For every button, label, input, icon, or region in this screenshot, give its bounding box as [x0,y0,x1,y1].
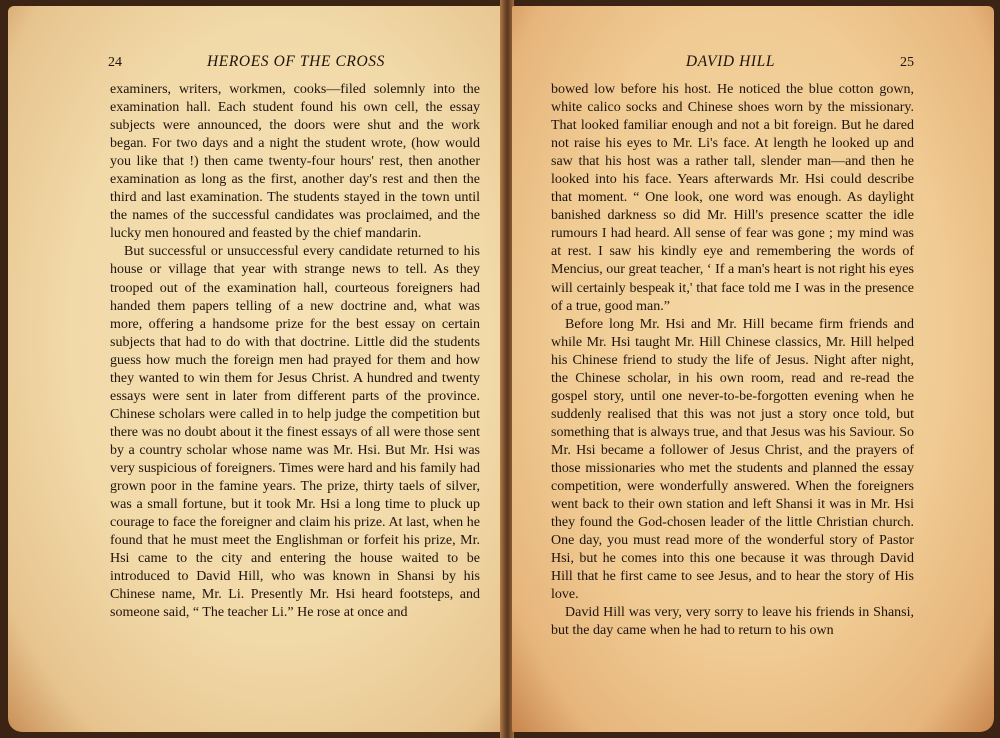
left-page [8,6,502,732]
right-page-body [551,81,914,640]
left-paragraph-1: examiners, writers, workmen, cooks—filed solemnly into the examination hall. Each student found his own cell, the essay subjects were announced, the doors were shut and the work began. For two days and a night the student wrote, (how would you like that !) then came twenty-four hours' rest, then another examination as long as the first, another day's rest and then the third and last examination. The students stayed in the town until the names of the successful candidates was proclaimed, and the lucky men honoured and feasted by the chief mandarin. [110,82,480,242]
right-paragraph-2: Before long Mr. Hsi and Mr. Hill became firm friends and while Mr. Hsi taught Mr. Hill Chinese classics, Mr. Hill helped his Chinese friend to study the life of Jesus. Night after night, the Chinese scholar, in his own room, read and re-read the gospel story, until one never-to-be-forgotten evening when he suddenly realised that this was not just a story once told, but something that is always true, and that Jesus was his Saviour. So Mr. Hsi became a follower of Jesus Christ, and the prayers of those missionaries who met the students and planned the essay competition, were wonderfully answered. When the foreigners went back to their own station and left Shansi it was in Mr. Hsi they found the God-chosen leader of the little Christian church. One day, you must read more of the wonderful story of Pastor Hsi, but he comes into this one because it was through David Hill that he first came to see Jesus, and to hear the story of His love. [551,316,914,603]
right-page-number: 25 [900,55,914,70]
left-page-body [110,81,480,622]
left-paragraph-2: But successful or unsuccessful every candidate returned to his house or village that year with strange news to tell. As they trooped out of the examination hall, courteous foreigners had handed them papers telling of a new doctrine and, what was more, offering a handsome prize for the best essay on certain subjects that had to do with that doctrine. Little did the students guess how much the foreign men had prayed for them and how they wanted to win them for Jesus Christ. A hundred and twenty essays were sent in later from different parts of the province. Chinese scholars were called in to help judge the competition but there was no doubt about it the finest essays of all were those sent by a country scholar whose name was Mr. Hsi. But Mr. Hsi was very suspicious of foreigners. Times were hard and his family had grown poor in the famine years. The prize, thirty taels of silver, was a small fortune, but it took Mr. Hsi a long time to pluck up courage to face the foreigner and claim his prize. At last, when he found that he must meet the Englishman or forfeit his prize, Mr. Hsi came to the city and entering the house waited to be introduced to David Hill, who was known in Shansi by his Chinese name, Mr. Li. Presently Mr. Hsi heard footsteps, and someone said, “ The teacher Li.” He rose at once and [110,244,480,621]
right-paragraph-3: David Hill was very, very sorry to leave his friends in Shansi, but the day came when he had to return to his own [551,605,914,639]
left-page-header [108,53,480,75]
right-paragraph-1: bowed low before his host. He noticed the blue cotton gown, white calico socks and Chinese shoes worn by the missionary. That looked familiar enough and not a bit foreign. But he dared not raise his eyes to Mr. Li's face. At length he looked up and saw that his host was a rather tall, slender man—and then he looked into his face. Years afterwards Mr. Hsi could describe that moment. “ One look, one word was enough. As daylight banished darkness so did Mr. Hill's presence scatter the idle rumours I had heard. All sense of fear was gone ; my mind was at rest. I saw his kindly eye and remembering the words of Mencius, our great teacher, ‘ If a man's heart is not right his eyes will certainly bespeak it,' that face told me I was in the presence of a true, good man.” [551,82,914,314]
right-page-header [551,53,914,75]
right-running-head: DAVID HILL [685,53,776,70]
left-page-number: 24 [108,55,122,70]
right-page [512,6,994,732]
left-running-head: HEROES OF THE CROSS [206,53,385,70]
